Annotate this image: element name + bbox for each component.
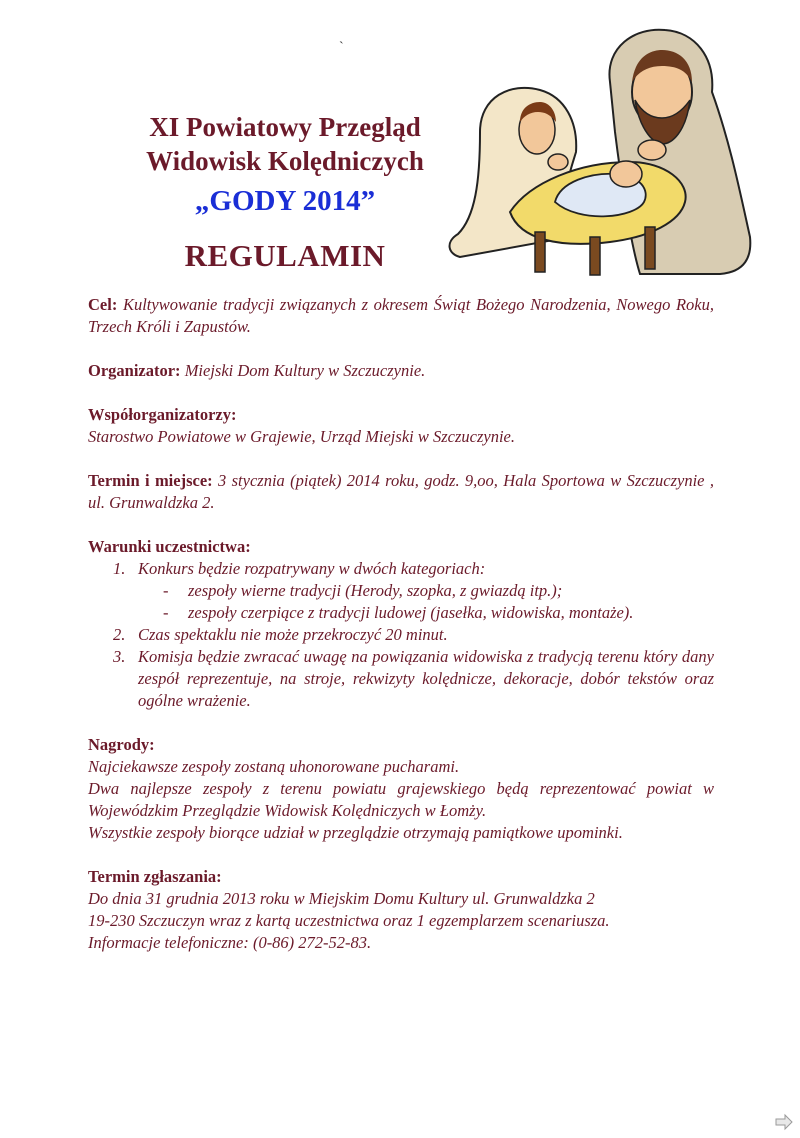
conditions-list [88, 558, 714, 712]
zgloszenia-line-1: Do dnia 31 grudnia 2013 roku w Miejskim Domu Kultury ul. Grunwaldzka 2 [88, 889, 595, 908]
list-item-text: zespoły wierne tradycji (Herody, szopka, z gwiazdą itp.); [188, 581, 563, 600]
nagrody-line-3: Wszystkie zespoły biorące udział w przeglądzie otrzymają pamiątkowe upominki. [88, 823, 623, 842]
title-line-2: Widowisk Kolędniczych [146, 146, 424, 176]
list-item-text: Czas spektaklu nie może przekroczyć 20 minut. [138, 625, 448, 644]
section-cel [88, 294, 714, 338]
list-item-number: 1. [113, 559, 126, 578]
regulations-body [88, 294, 714, 976]
nagrody-label: Nagrody: [88, 735, 155, 754]
list-item [88, 646, 714, 712]
warunki-label: Warunki uczestnictwa: [88, 537, 251, 556]
nagrody-line-1: Najciekawsze zespoły zostaną uhonorowane pucharami. [88, 757, 460, 776]
event-name: „GODY 2014” [194, 185, 376, 217]
list-item-text: Komisja będzie zwracać uwagę na powiązania widowiska z tradycją terenu który dany zespół reprezentuje, na stroje, rekwizyty kolędnicze, dekoracje, dobór tekstów oraz ogólne wrażenie. [138, 647, 714, 710]
list-item-text: zespoły czerpiące z tradycji ludowej (jasełka, widowiska, montaże). [188, 603, 634, 622]
organizator-text: Miejski Dom Kultury w Szczuczynie. [184, 361, 426, 380]
zgloszenia-line-2: 19-230 Szczuczyn wraz z kartą uczestnictwa oraz 1 egzemplarzem scenariusza. [88, 911, 610, 930]
nagrody-line-2: Dwa najlepsze zespoły z terenu powiatu grajewskiego będą reprezentować powiat w Wojewódzkim Przeglądzie Widowisk Kolędniczych w Łomży. [88, 779, 714, 820]
section-zgloszenia [88, 866, 714, 954]
section-organizator [88, 360, 714, 382]
section-nagrody [88, 734, 714, 844]
wspolorganizatorzy-text: Starostwo Powiatowe w Grajewie, Urząd Miejski w Szczuczynie. [88, 427, 515, 446]
section-wspolorganizatorzy [88, 404, 714, 448]
next-page-arrow-icon[interactable] [774, 1112, 794, 1132]
section-termin [88, 470, 714, 514]
categories-list [138, 580, 714, 624]
list-item [88, 624, 714, 646]
list-item-number: 2. [113, 625, 126, 644]
list-item-number: 3. [113, 647, 126, 666]
list-item [138, 580, 714, 602]
section-warunki [88, 536, 714, 712]
dash-bullet: - [163, 581, 169, 600]
wspolorganizatorzy-label: Współorganizatorzy: [88, 405, 237, 424]
nativity-scene-image [440, 22, 760, 284]
zgloszenia-line-3: Informacje telefoniczne: (0-86) 272-52-83. [88, 933, 372, 952]
list-item [138, 602, 714, 624]
cel-text: Kultywowanie tradycji związanych z okresem Świąt Bożego Narodzenia, Nowego Roku, Trzech Króli i Zapustów. [88, 295, 715, 336]
organizator-label: Organizator: [88, 361, 181, 380]
regulamin-heading: REGULAMIN [184, 238, 386, 273]
list-item-text: Konkurs będzie rozpatrywany w dwóch kategoriach: [138, 559, 486, 578]
termin-label: Termin i miejsce: [88, 471, 213, 490]
cel-label: Cel: [88, 295, 118, 314]
title-line-1: XI Powiatowy Przegląd [149, 112, 421, 142]
list-item [88, 558, 714, 624]
dash-bullet: - [163, 603, 169, 622]
zgloszenia-label: Termin zgłaszania: [88, 867, 222, 886]
stray-mark: ` [339, 40, 344, 55]
termin-text: 3 stycznia (piątek) 2014 roku, godz. 9,oo, Hala Sportowa w Szczuczynie , ul. Grunwaldzka 2. [88, 471, 714, 512]
